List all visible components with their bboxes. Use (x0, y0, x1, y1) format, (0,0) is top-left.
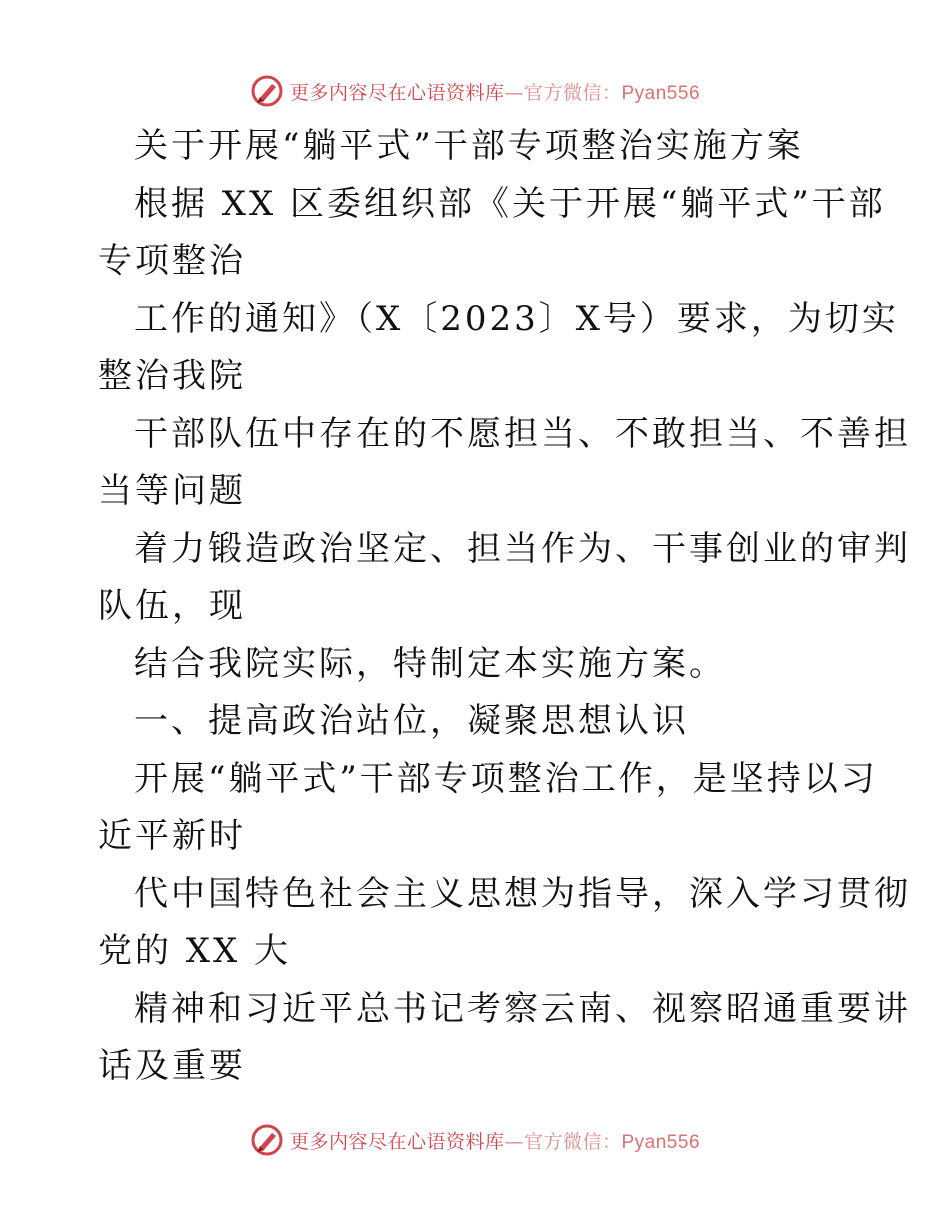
footer-watermark (0, 1120, 950, 1160)
text-line: 干部队伍中存在的不愿担当、不敢担当、不善担 (134, 413, 911, 454)
text-line: 一、提高政治站位，凝聚思想认识 (134, 701, 689, 741)
watermark-text: 更多内容尽在心语资料库 (289, 1130, 505, 1153)
text-line: 着力锻造政治坚定、担当作为、干事创业的审判 (134, 528, 911, 569)
text-line: 关于开展“躺平式”干部专项整治实施方案 (134, 126, 804, 166)
watermark-text: 更多内容尽在心语资料库 (289, 81, 505, 104)
text-line: 代中国特色社会主义思想为指导，深入学习贯彻 (134, 873, 911, 914)
text-line: 精神和习近平总书记考察云南、视察昭通重要讲 (134, 988, 911, 1029)
text-line: 根据 XX 区委组织部《关于开展“躺平式”干部 (134, 183, 886, 224)
watermark-label: 官方微信： (523, 81, 622, 104)
text-line: 话及重要 (98, 1046, 246, 1086)
text-line: 近平新时 (98, 816, 246, 856)
text-line: 开展“躺平式”干部专项整治工作，是坚持以习 (134, 758, 878, 799)
text-line: 当等问题 (98, 471, 246, 511)
text-line: 工作的通知》（X〔2023〕X号）要求，为切实 (134, 298, 899, 339)
header-watermark (0, 71, 950, 111)
pen-seal-icon (250, 1123, 284, 1157)
document-body (98, 118, 911, 1096)
text-line: 专项整治 (98, 241, 246, 281)
watermark-separator: — (504, 81, 524, 104)
text-line: 队伍，现 (98, 586, 246, 626)
pen-seal-icon (250, 74, 284, 108)
watermark-id: Pyan556 (621, 82, 701, 104)
text-line: 党的 XX 大 (98, 931, 292, 971)
watermark-separator: — (504, 1130, 524, 1153)
watermark-id: Pyan556 (621, 1131, 701, 1153)
watermark-label: 官方微信： (523, 1130, 622, 1153)
text-line: 整治我院 (98, 356, 246, 396)
text-line: 结合我院实际，特制定本实施方案。 (134, 643, 726, 684)
